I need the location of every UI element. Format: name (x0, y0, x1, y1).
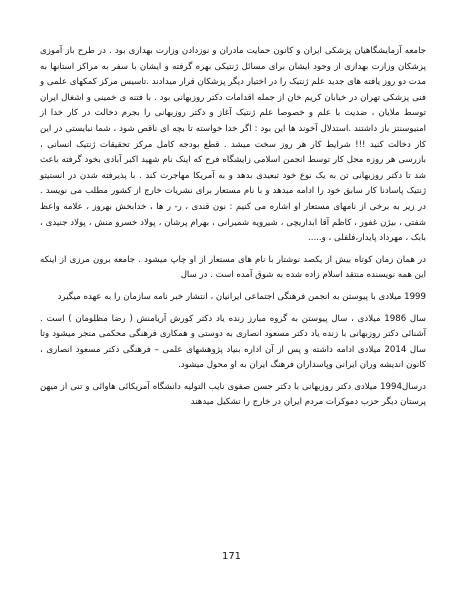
paragraph-rouzbehani-biography: جامعه آزمایشگاهیان پزشکی ایران و کانون حمایت مادران و نوزدادن وزارت بهداری بود . در طرح باز آموزی پزشکان وزارت بهداری از وجود ایشان برای مسائل ژنتیکی بهره گرفته و ایشان با سفر به مراکز استانها به مدت دو روز یافته های جدید علم ژنتیک را در اختیار دیگر پزشکان قرار میدادند .تاسیس مرکز کمکهای علمی و فنی پزشکی تهران در خیابان کریم خان از جمله اقدامات دکتر روزبهانی بود . با فتنه ی خمینی و اشغال ایران توسط ملایان ، ضدیت با علم و خصوصا علم ژنتیک آغاز و دکتر روزبهانی را بجرم دخالت در کار خدا از امنیوسنتز باز داشتند .استدلال آخوند ها این بود : اگر خدا خواسته تا بچه ای ناقص شود ، شما نبایستی در این کار دخالت کنید !!! شرایط کار هر روز سخت میشد . قطع بودجه کامل مرکز تحقیقات ژنتیک انسانی ، بازرسی هر روزه محل کار توسط انجمن اسلامی زایشگاه فرح که اینک نام شهید اکبر آبادی بخود گرفته باعث شد تا دکتر روزبهانی تن به یک نوع خود تبعیدی بدهد و به آمریکا مهاجرت کند . با پذیرفته شدن در انستیتو ژنتیک پاسادنا کار سابق خود را ادامه میدهد و با نام مستعار برای نشریات خارج از کشور مطلب می نویسد . در زیر به برخی از نامهای مستعار او اشاره می کنیم : نون قندی ، ر- ر ها ، خدابخش بهروز ، علامه واعظ شفتی ، بیژن غفور ، کاظم آقا ابداریچی ، شیرویه شمیرانی ، بهرام پرشان ، پولاد خسرو منش ، پولاد جنیدی ، بابک ، مهرداد پایدار،فلفلی ، و..... (40, 46, 426, 244)
paragraph-1986: سال 1986 میلادی ، سال پیوستن به گروه مبارز زنده یاد دکتر کورش آریامنش ( رضا مظلومان ) است . آشنائی دکتر روزبهانی با زنده یاد دکتر مسعود انصاری به دوستی و همکاری فرهنگی محکمی منجر میشود وتا سال 2014 میلادی ادامه داشته و پس از آن اداره بنیاد پژوهشهای علمی – فرهنگی دکتر مسعود انصاری ، کانون اندیشه وران ایرانی وپاسداران فرهنگ ایران به او محول میشود. (40, 313, 426, 371)
page-number: 171 (221, 551, 242, 562)
paragraph-1999: 1999 میلادی با پیوستن به انجمن فرهنگی اجتماعی ایرانیان ، انتشار خبر نامه سازمان را به عهده میگیرد (57, 291, 426, 302)
paragraph-pseudonym-writings: در همان زمان کوتاه بیش از یکصد نوشتار با نام های مستعار از او چاپ میشود . جامعه برون مرزی از اینکه این همه نویسنده منتقد اسلام زاده شده به شوق آمده است . در سال (40, 254, 426, 281)
document-body (40, 44, 426, 417)
paragraph-1994: درسال1994 میلادی دکتر روزبهانی با دکتر حسن صفوی نایب التولیه دانشگاه آمریکائی هاوائی و تنی از میهن پرستان دیگر حزب دموکرات مردم ایران در خارج را تشکیل میدهند (40, 381, 426, 408)
